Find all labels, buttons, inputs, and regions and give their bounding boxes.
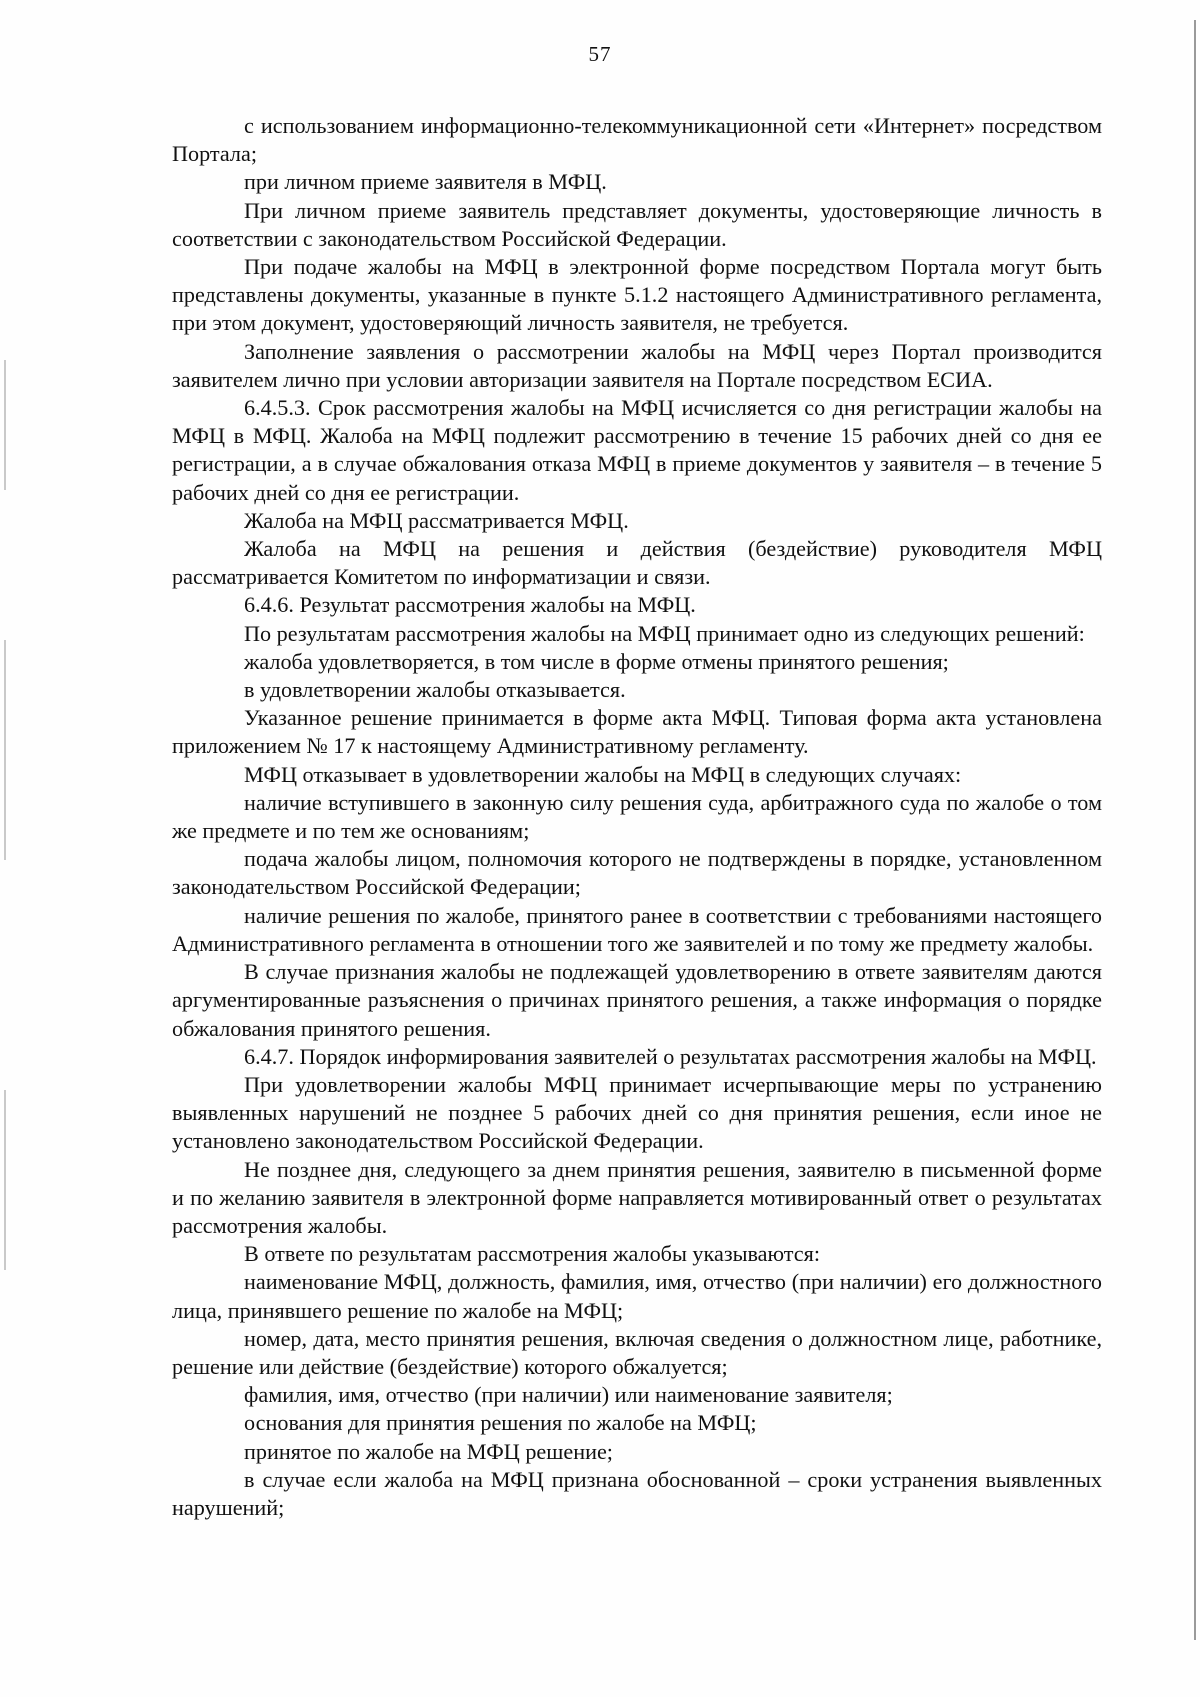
paragraph: в удовлетворении жалобы отказывается. <box>244 677 626 703</box>
paragraph: МФЦ отказывает в удовлетворении жалобы на МФЦ в следующих случаях: <box>244 761 962 787</box>
paragraph: наличие решения по жалобе, принятого ранее в соответствии с требованиями настоящего Административного регламента в отношении того же заявителей и по тому же предмету жалобы. <box>172 902 1102 956</box>
paragraph: В случае признания жалобы не подлежащей удовлетворению в ответе заявителям даются аргументированные разъяснения о причинах принятого решения, а также информация о порядке обжалования принятого решения. <box>172 959 1102 1041</box>
paragraph: 6.4.5.3. Срок рассмотрения жалобы на МФЦ исчисляется со дня регистрации жалобы на МФЦ в МФЦ. Жалоба на МФЦ подлежит рассмотрению в течение 15 рабочих дней со дня ее регистрации, а в случае обжалования отказа МФЦ в приеме документов у заявителя – в течение 5 рабочих дней со дня ее регистрации. <box>172 395 1102 505</box>
page-number: 57 <box>588 42 612 66</box>
paragraph: номер, дата, место принятия решения, включая сведения о должностном лице, работнике, решение или действие (бездействие) которого обжалуется; <box>172 1325 1102 1379</box>
paragraph: Жалоба на МФЦ на решения и действия (бездействие) руководителя МФЦ рассматривается Комитетом по информатизации и связи. <box>172 536 1102 590</box>
paragraph: 6.4.7. Порядок информирования заявителей о результатах рассмотрения жалобы на МФЦ. <box>244 1043 1097 1069</box>
paragraph: наличие вступившего в законную силу решения суда, арбитражного суда по жалобе о том же предмете и по тем же основаниям; <box>172 789 1102 844</box>
paragraph: наименование МФЦ, должность, фамилия, имя, отчество (при наличии) его должностного лица, принявшего решение по жалобе на МФЦ; <box>172 1269 1102 1323</box>
paragraph: Жалоба на МФЦ рассматривается МФЦ. <box>244 507 629 533</box>
paragraph: основания для принятия решения по жалобе на МФЦ; <box>244 1410 757 1436</box>
paragraph: фамилия, имя, отчество (при наличии) или наименование заявителя; <box>244 1382 893 1408</box>
paragraph: при личном приеме заявителя в МФЦ. <box>244 169 607 195</box>
paragraph: принятое по жалобе на МФЦ решение; <box>244 1438 613 1464</box>
paragraph: В ответе по результатам рассмотрения жалобы указываются: <box>244 1241 820 1267</box>
paragraph: При подаче жалобы на МФЦ в электронной форме посредством Портала могут быть представлены документы, указанные в пункте 5.1.2 настоящего Административного регламента, при этом документ, удостоверяющий личность заявителя, не требуется. <box>172 254 1102 336</box>
paragraph: Указанное решение принимается в форме акта МФЦ. Типовая форма акта установлена приложением № 17 к настоящему Административному регламенту. <box>172 705 1102 759</box>
paragraph: Заполнение заявления о рассмотрении жалобы на МФЦ через Портал производится заявителем лично при условии авторизации заявителя на Портале посредством ЕСИА. <box>172 338 1102 392</box>
paragraph: 6.4.6. Результат рассмотрения жалобы на МФЦ. <box>244 592 696 618</box>
document-body <box>172 112 1102 1522</box>
scan-artifact <box>4 1090 6 1270</box>
paragraph: подача жалобы лицом, полномочия которого не подтверждены в порядке, установленном законодательством Российской Федерации; <box>172 846 1102 900</box>
scan-artifact <box>4 640 6 860</box>
scan-artifact <box>1194 20 1196 1640</box>
paragraph: с использованием информационно-телекоммуникационной сети «Интернет» посредством Портала; <box>172 113 1102 167</box>
paragraph: При личном приеме заявитель представляет документы, удостоверяющие личность в соответствии с законодательством Российской Федерации. <box>172 197 1102 251</box>
paragraph: При удовлетворении жалобы МФЦ принимает исчерпывающие меры по устранению выявленных нарушений не позднее 5 рабочих дней со дня принятия решения, если иное не установлено законодательством Российской Федерации. <box>172 1071 1102 1154</box>
paragraph: жалоба удовлетворяется, в том числе в форме отмены принятого решения; <box>244 648 949 674</box>
scan-artifact <box>4 360 6 490</box>
paragraph: в случае если жалоба на МФЦ признана обоснованной – сроки устранения выявленных нарушений; <box>172 1466 1102 1520</box>
paragraph: По результатам рассмотрения жалобы на МФЦ принимает одно из следующих решений: <box>244 620 1085 646</box>
paragraph: Не позднее дня, следующего за днем принятия решения, заявителю в письменной форме и по желанию заявителя в электронной форме направляется мотивированный ответ о результатах рассмотрения жалобы. <box>172 1156 1102 1238</box>
